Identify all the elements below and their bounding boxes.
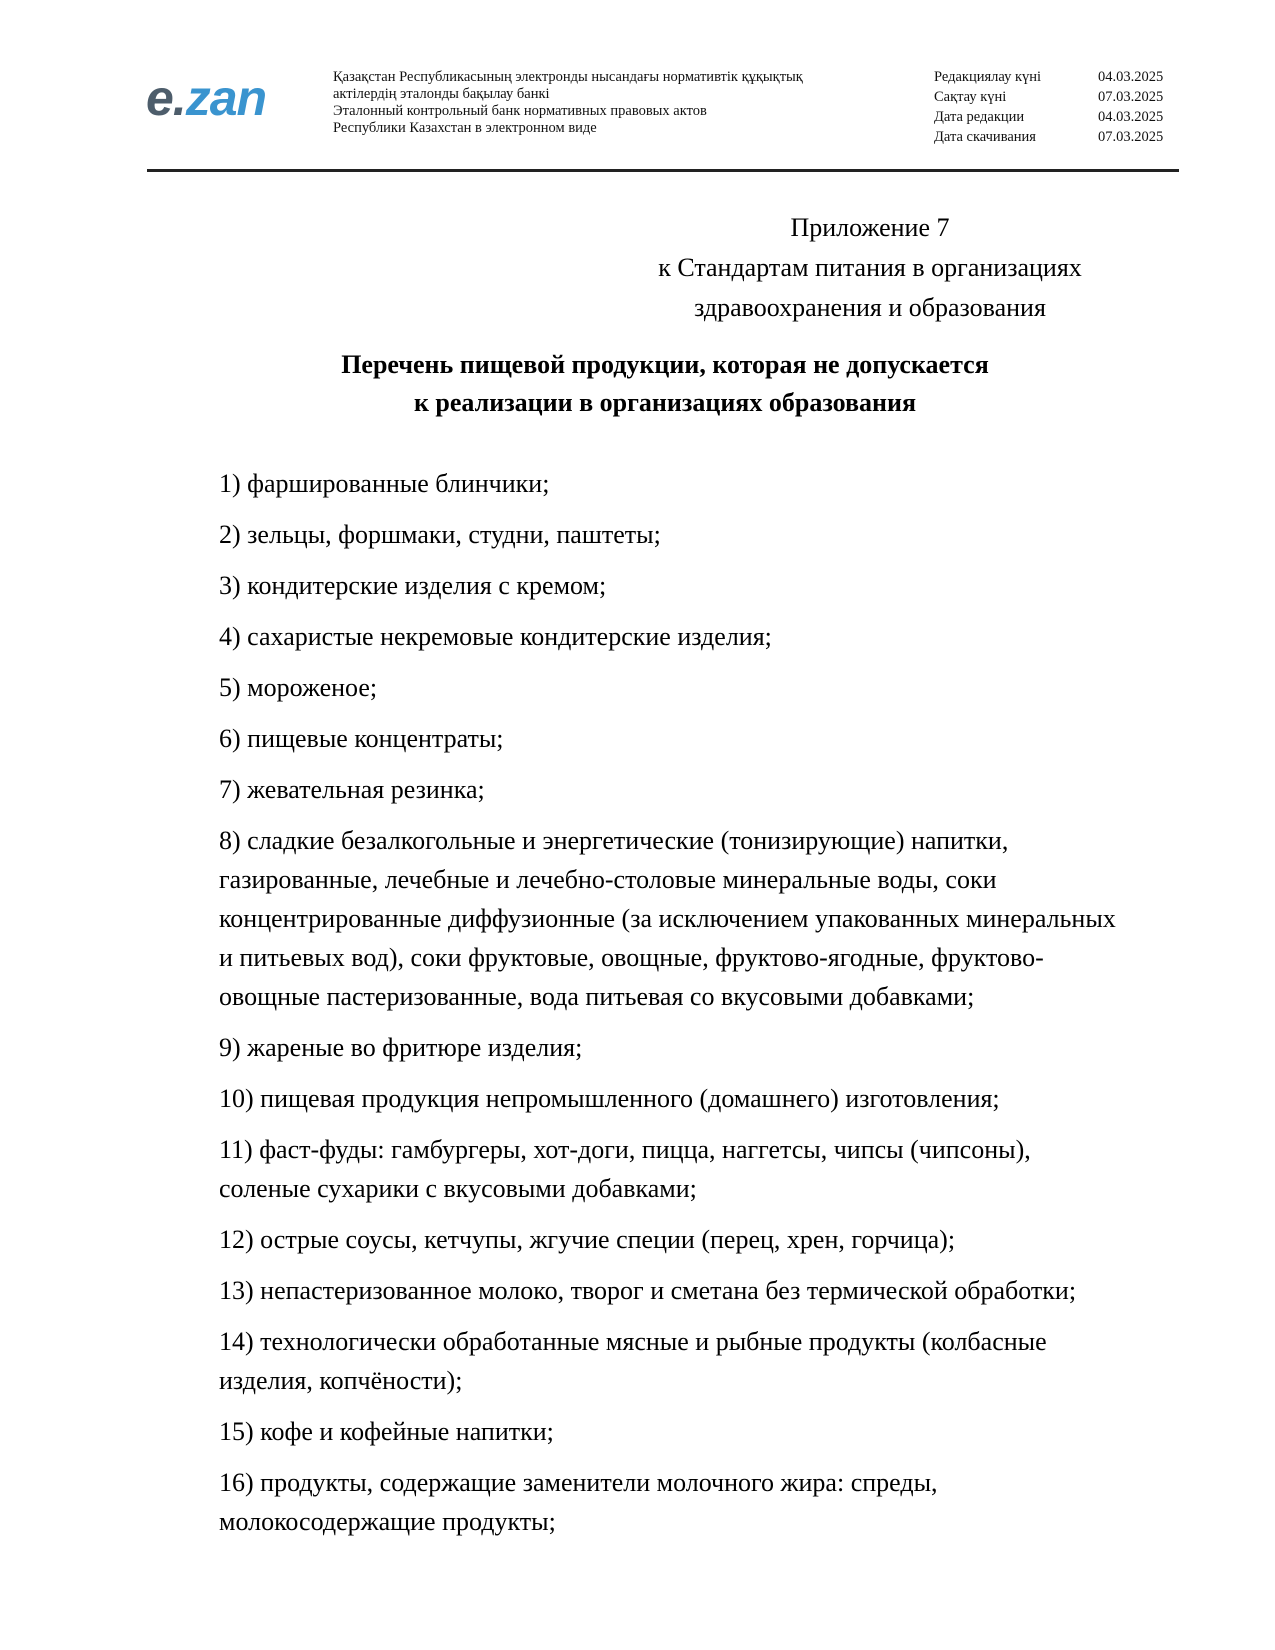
list-item-line: 1) фаршированные блинчики; xyxy=(219,469,550,498)
list-item-line: и питьевых вод), соки фруктовые, овощные, фруктово-ягодные, фруктово- xyxy=(219,943,1044,972)
meta-value: 07.03.2025 xyxy=(1098,89,1164,105)
document-title xyxy=(160,346,1170,422)
appendix-line: здравоохранения и образования xyxy=(694,293,1046,322)
meta-row xyxy=(934,127,1174,147)
meta-row xyxy=(934,107,1174,127)
meta-row xyxy=(934,67,1174,87)
list-item-line: соленые сухарики с вкусовыми добавками; xyxy=(219,1174,697,1203)
list-item-line: 15) кофе и кофейные напитки; xyxy=(219,1417,554,1446)
list-item xyxy=(147,770,1187,809)
list-item-line: овощные пастеризованные, вода питьевая со вкусовыми добавками; xyxy=(219,982,975,1011)
logo-text-part2: zan xyxy=(185,70,267,126)
list-item-line: изделия, копчёности); xyxy=(219,1366,463,1395)
list-item-line: 4) сахаристые некремовые кондитерские изделия; xyxy=(219,622,772,651)
list-item-line: 13) непастеризованное молоко, творог и сметана без термической обработки; xyxy=(219,1276,1077,1305)
list-item-line: 6) пищевые концентраты; xyxy=(219,724,504,753)
meta-value: 07.03.2025 xyxy=(1098,129,1164,145)
meta-label: Дата редакции xyxy=(934,109,1025,125)
meta-label: Сақтау күні xyxy=(934,89,1007,105)
list-item xyxy=(147,1079,1187,1118)
list-item xyxy=(147,617,1187,656)
list-item-line: 3) кондитерские изделия с кремом; xyxy=(219,571,607,600)
list-item xyxy=(147,668,1187,707)
logo-text-part1: e. xyxy=(146,70,186,126)
list-item xyxy=(147,1220,1187,1259)
header-description xyxy=(333,69,893,137)
list-item xyxy=(147,1271,1187,1310)
list-item xyxy=(147,515,1187,554)
list-item-line: 9) жареные во фритюре изделия; xyxy=(219,1033,583,1062)
list-item-line: 2) зельцы, форшмаки, студни, паштеты; xyxy=(219,520,661,549)
meta-row xyxy=(934,87,1174,107)
appendix-reference xyxy=(600,208,1140,328)
list-item xyxy=(147,1412,1187,1451)
list-item-line: газированные, лечебные и лечебно-столовые минеральные воды, соки xyxy=(219,865,997,894)
title-line: к реализации в организациях образования xyxy=(413,388,917,417)
list-item-line: молокосодержащие продукты; xyxy=(219,1507,556,1536)
list-item xyxy=(147,1322,1187,1400)
list-item-line: 10) пищевая продукция непромышленного (домашнего) изготовления; xyxy=(219,1084,1000,1113)
list-item xyxy=(147,1130,1187,1208)
list-item-line: концентрированные диффузионные (за исключением упакованных минеральных xyxy=(219,904,1116,933)
list-item-line: 14) технологически обработанные мясные и рыбные продукты (колбасные xyxy=(219,1327,1047,1356)
header-description-line: Қазақстан Республикасының электронды нысандағы нормативтік құқықтық xyxy=(333,69,803,85)
list-item xyxy=(147,1028,1187,1067)
list-item-line: 7) жевательная резинка; xyxy=(219,775,485,804)
meta-value: 04.03.2025 xyxy=(1098,109,1164,125)
list-item xyxy=(147,719,1187,758)
list-item xyxy=(147,1463,1187,1541)
header-description-line: Эталонный контрольный банк нормативных правовых актов xyxy=(333,103,707,119)
meta-value: 04.03.2025 xyxy=(1098,69,1164,85)
list-item xyxy=(147,464,1187,503)
meta-label: Дата скачивания xyxy=(934,129,1036,145)
appendix-line: к Стандартам питания в организациях xyxy=(658,253,1082,282)
list-item-line: 5) мороженое; xyxy=(219,673,378,702)
list-item xyxy=(147,821,1187,1016)
meta-label: Редакциялау күні xyxy=(934,69,1042,85)
list-item-line: 12) острые соусы, кетчупы, жгучие специи (перец, хрен, горчица); xyxy=(219,1225,956,1254)
list-item-line: 11) фаст-фуды: гамбургеры, хот-доги, пицца, наггетсы, чипсы (чипсоны), xyxy=(219,1135,1031,1164)
title-line: Перечень пищевой продукции, которая не допускается xyxy=(341,350,989,379)
header-description-line: Республики Казахстан в электронном виде xyxy=(333,120,597,136)
header-description-line: актілердің эталонды бақылау банкі xyxy=(333,86,550,102)
ezan-logo xyxy=(146,68,266,128)
prohibited-products-list xyxy=(147,464,1187,1553)
list-item-line: 8) сладкие безалкогольные и энергетические (тонизирующие) напитки, xyxy=(219,826,1009,855)
list-item-line: 16) продукты, содержащие заменители молочного жира: спреды, xyxy=(219,1468,938,1497)
appendix-line: Приложение 7 xyxy=(790,213,950,242)
list-item xyxy=(147,566,1187,605)
header-divider xyxy=(147,169,1179,172)
header-meta-table xyxy=(934,67,1174,147)
